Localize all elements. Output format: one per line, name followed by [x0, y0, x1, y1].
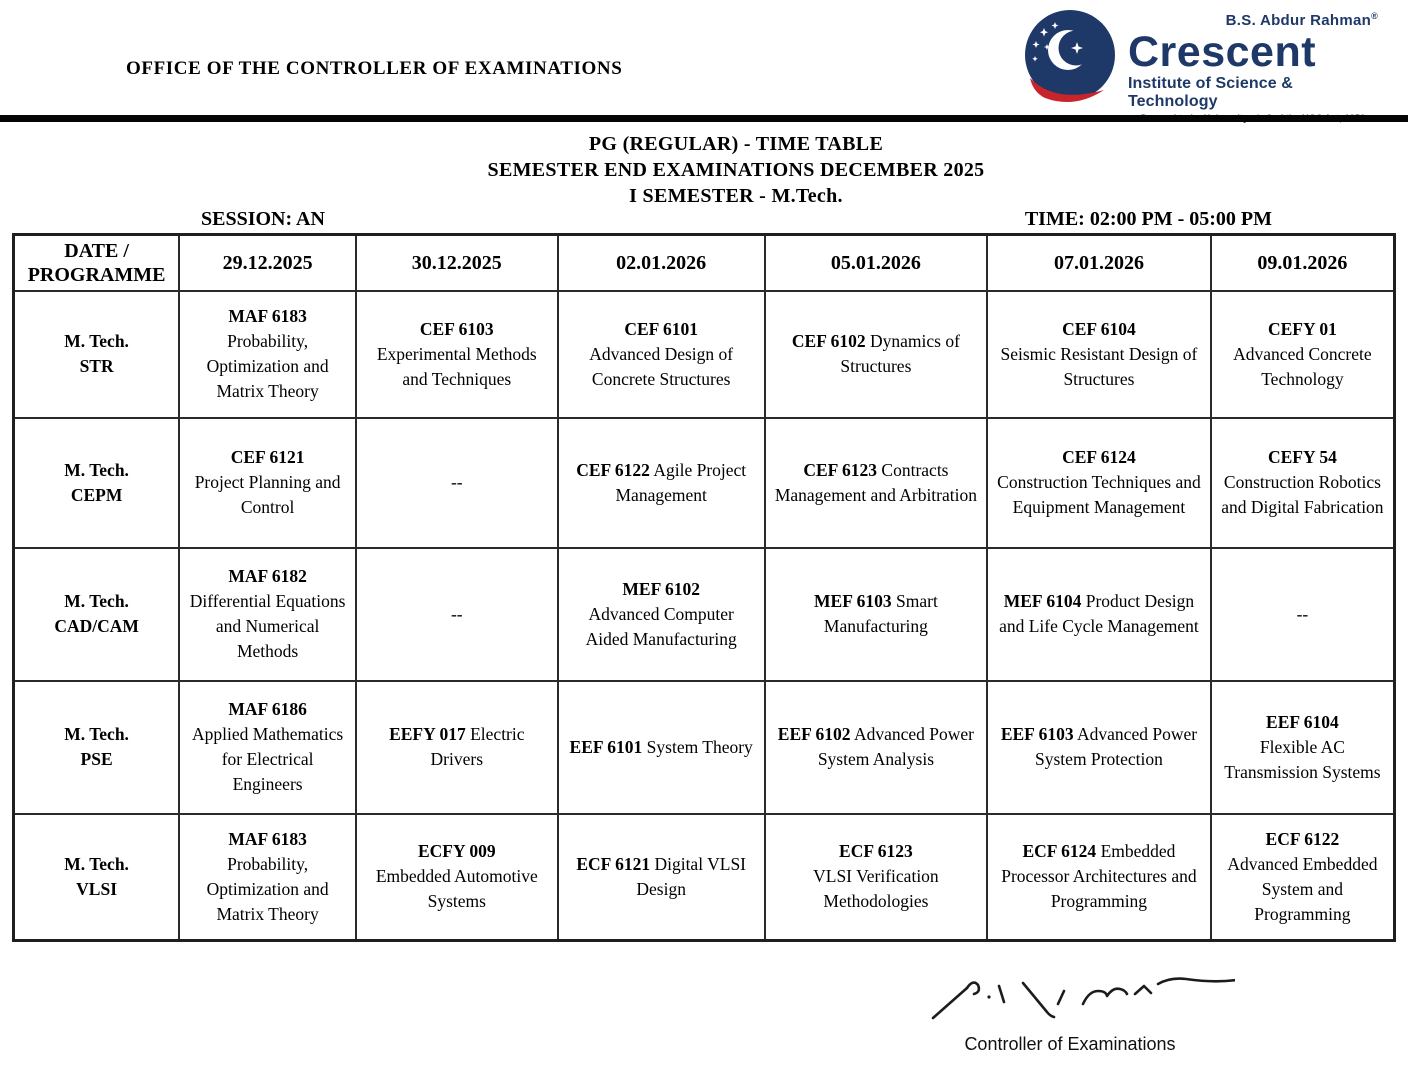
doc-title-line3: I SEMESTER - M.Tech. — [629, 185, 843, 207]
course-cell: CEF 6122 Agile Project Management — [558, 418, 765, 548]
course-code: CEF 6103 — [419, 318, 494, 339]
course-code: MAF 6186 — [228, 699, 307, 719]
corner-header: DATE / PROGRAMME — [14, 235, 180, 291]
course-code: MEF 6103 — [814, 591, 892, 611]
crescent-emblem-icon — [1020, 8, 1120, 108]
timetable-row — [14, 548, 1395, 681]
timetable-row — [14, 291, 1395, 418]
course-cell: MEF 6104 Product Design and Life Cycle Management — [987, 548, 1211, 681]
institution-logo — [1020, 8, 1378, 123]
course-cell: -- — [356, 548, 558, 681]
programme-cell: M. Tech. STR — [14, 291, 180, 418]
programme-cell: M. Tech. CEPM — [14, 418, 180, 548]
course-code: CEF 6121 — [230, 447, 305, 467]
course-code: EEFY 017 — [389, 724, 466, 744]
course-cell: MAF 6182 Differential Equations and Numerical Methods — [179, 548, 356, 681]
course-code: CEF 6104 — [1062, 318, 1136, 339]
course-cell: MEF 6102 Advanced Computer Aided Manufacturing — [558, 548, 765, 681]
course-cell: ECFY 009 Embedded Automotive Systems — [356, 814, 558, 941]
date-header: 05.01.2026 — [765, 235, 987, 291]
signature-scribble-icon — [905, 966, 1235, 1028]
course-cell: MAF 6186 Applied Mathematics for Electrical Engineers — [179, 681, 356, 814]
course-cell: EEF 6102 Advanced Power System Analysis — [765, 681, 987, 814]
timetable-wrap — [12, 233, 1396, 942]
course-cell: CEF 6104 Seismic Resistant Design of Structures — [987, 291, 1211, 418]
course-cell: MAF 6183 Probability, Optimization and Matrix Theory — [179, 814, 356, 941]
session-label: SESSION: AN — [201, 208, 325, 230]
course-code: CEF 6124 — [1062, 447, 1136, 467]
course-code: ECF 6121 — [576, 853, 651, 874]
header-divider-rule — [0, 115, 1408, 122]
course-cell: ECF 6121 Digital VLSI Design — [558, 814, 765, 941]
course-cell: CEFY 01 Advanced Concrete Technology — [1211, 291, 1395, 418]
course-cell: MAF 6183 Probability, Optimization and Matrix Theory — [179, 291, 356, 418]
course-cell: CEF 6103 Experimental Methods and Techniques — [356, 291, 558, 418]
course-cell: EEFY 017 Electric Drivers — [356, 681, 558, 814]
time-label: TIME: 02:00 PM - 05:00 PM — [1024, 208, 1272, 230]
course-code: MEF 6104 — [1003, 591, 1082, 611]
course-code: EEF 6104 — [1266, 711, 1339, 732]
course-cell: CEF 6121 Project Planning and Control — [179, 418, 356, 548]
timetable-row — [14, 814, 1395, 941]
course-code: MEF 6102 — [622, 578, 700, 599]
course-cell: ECF 6124 Embedded Processor Architectures and Programming — [987, 814, 1211, 941]
course-cell: CEFY 54 Construction Robotics and Digital Fabrication — [1211, 418, 1395, 548]
course-code: EEF 6101 — [569, 736, 643, 757]
office-title: OFFICE OF THE CONTROLLER OF EXAMINATIONS — [126, 58, 623, 79]
course-cell: -- — [356, 418, 558, 548]
timetable — [12, 233, 1396, 942]
course-code: MAF 6182 — [228, 566, 307, 586]
course-code: ECF 6122 — [1265, 828, 1340, 849]
course-cell: CEF 6123 Contracts Management and Arbitration — [765, 418, 987, 548]
course-cell: EEF 6103 Advanced Power System Protection — [987, 681, 1211, 814]
course-code: CEF 6123 — [803, 459, 878, 480]
course-code: CEF 6122 — [576, 459, 650, 480]
registered-mark: ® — [1371, 11, 1378, 21]
course-code: MAF 6183 — [228, 828, 307, 849]
doc-title-line2: SEMESTER END EXAMINATIONS DECEMBER 2025 — [487, 159, 985, 181]
signature-block — [900, 966, 1240, 1055]
date-header: 09.01.2026 — [1211, 235, 1395, 291]
course-code: EEF 6103 — [1000, 724, 1074, 744]
date-header: 30.12.2025 — [356, 235, 558, 291]
course-code: ECF 6123 — [839, 841, 913, 862]
programme-cell: M. Tech. PSE — [14, 681, 180, 814]
header-row — [14, 235, 1395, 291]
course-code: CEFY 01 — [1267, 318, 1337, 339]
doc-title-line1: PG (REGULAR) - TIME TABLE — [588, 133, 884, 155]
timetable-head — [14, 235, 1395, 291]
brand-sub: Institute of Science & Technology — [1128, 74, 1293, 110]
course-code: CEF 6102 — [791, 331, 866, 351]
course-cell: CEF 6102 Dynamics of Structures — [765, 291, 987, 418]
programme-cell: M. Tech. VLSI — [14, 814, 180, 941]
date-header: 07.01.2026 — [987, 235, 1211, 291]
course-code: MAF 6183 — [228, 306, 307, 326]
signature-caption: Controller of Examinations — [964, 1034, 1176, 1054]
timetable-row — [14, 418, 1395, 548]
course-code: CEFY 54 — [1267, 447, 1337, 467]
course-cell: ECF 6122 Advanced Embedded System and Programming — [1211, 814, 1395, 941]
date-header: 29.12.2025 — [179, 235, 356, 291]
course-code: CEF 6101 — [624, 318, 699, 339]
course-cell: -- — [1211, 548, 1395, 681]
course-cell: EEF 6104 Flexible AC Transmission Systems — [1211, 681, 1395, 814]
timetable-body — [14, 291, 1395, 941]
course-cell: CEF 6124 Construction Techniques and Equipment Management — [987, 418, 1211, 548]
course-cell: ECF 6123 VLSI Verification Methodologies — [765, 814, 987, 941]
course-code: EEF 6102 — [777, 724, 851, 744]
brand-top: B.S. Abdur Rahman® — [1225, 11, 1378, 29]
course-code: ECFY 009 — [417, 841, 496, 862]
course-cell: EEF 6101 System Theory — [558, 681, 765, 814]
course-cell: MEF 6103 Smart Manufacturing — [765, 548, 987, 681]
course-cell: CEF 6101 Advanced Design of Concrete Structures — [558, 291, 765, 418]
date-header: 02.01.2026 — [558, 235, 765, 291]
title-block — [64, 131, 1408, 209]
programme-cell: M. Tech. CAD/CAM — [14, 548, 180, 681]
logo-text-block — [1128, 8, 1378, 123]
course-code: ECF 6124 — [1022, 841, 1097, 862]
brand-name: Crescent — [1128, 27, 1317, 76]
session-time-row — [0, 208, 1408, 234]
timetable-row — [14, 681, 1395, 814]
